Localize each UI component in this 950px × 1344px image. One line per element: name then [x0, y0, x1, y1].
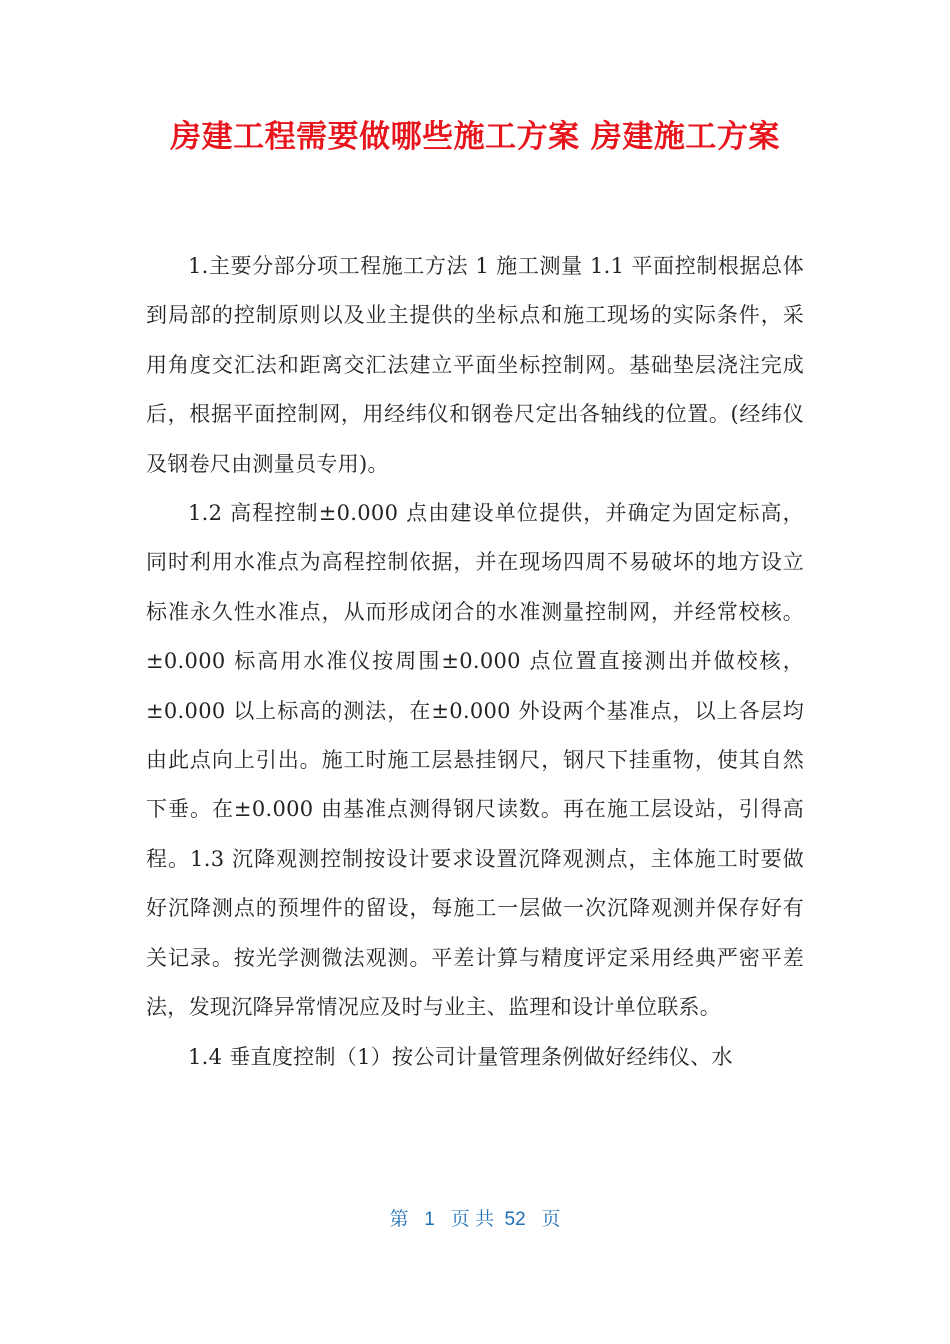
page-number-footer: 第 1 页 共 52 页	[389, 1209, 561, 1230]
paragraph: 1.4 垂直度控制（1）按公司计量管理条例做好经纬仪、水	[188, 1044, 733, 1069]
paragraph: 1.主要分部分项工程施工方法 1 施工测量 1.1 平面控制根据总体到局部的控制原则以及业主提供的坐标点和施工现场的实际条件，采用角度交汇法和距离交汇法建立平面坐标控制网。基础垫层浇注完成后，根据平面控制网，用经纬仪和钢卷尺定出各轴线的位置。(经纬仪及钢卷尺由测量员专用)。	[146, 254, 804, 476]
paragraph: 1.2 高程控制±0.000 点由建设单位提供，并确定为固定标高，同时利用水准点为高程控制依据，并在现场四周不易破坏的地方设立标准永久性水准点，从而形成闭合的水准测量控制网，并经常校核。±0.000 标高用水准仪按周围±0.000 点位置直接测出并做校核，±0.000 以上标高的测法，在±0.000 外设两个基准点，以上各层均由此点向上引出。施工时施工层悬挂钢尺，钢尺下挂重物，使其自然下垂。在±0.000 由基准点测得钢尺读数。再在施工层设站，引得高程。1.3 沉降观测控制按设计要求设置沉降观测点，主体施工时要做好沉降测点的预埋件的留设，每施工一层做一次沉降观测并保存好有关记录。按光学测微法观测。平差计算与精度评定采用经典严密平差法，发现沉降异常情况应及时与业主、监理和设计单位联系。	[146, 501, 804, 1020]
document-body	[146, 242, 804, 1082]
document-title: 房建工程需要做哪些施工方案 房建施工方案	[170, 119, 780, 155]
